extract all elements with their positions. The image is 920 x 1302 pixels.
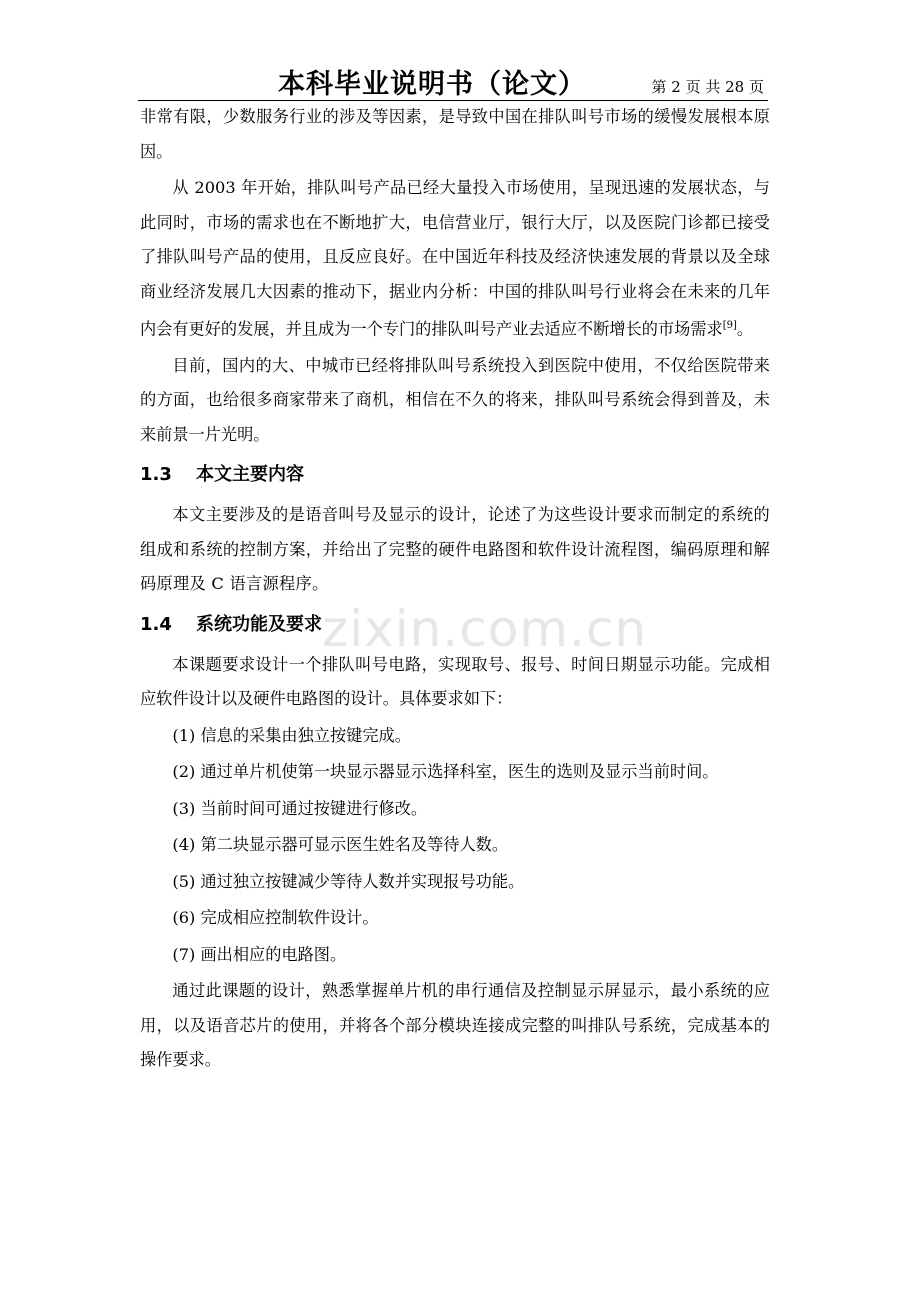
section-heading-1-4 xyxy=(140,602,770,648)
requirement-item: (3) 当前时间可通过按键进行修改。 xyxy=(172,798,428,818)
paragraph-continuation: 非常有限，少数服务行业的涉及等因素，是导致中国在排队叫号市场的缓慢发展根本原因。 xyxy=(140,107,770,161)
section-number: 1.3 xyxy=(140,464,172,486)
citation-ref: [9] xyxy=(722,320,737,331)
paragraph-hospital-use: 目前，国内的大、中城市已经将排队叫号系统投入到医院中使用，不仅给医院带来的方面，也给很多商家带来了商机，相信在不久的将来，排队叫号系统会得到普及，未来前景一片光明。 xyxy=(140,355,770,444)
requirement-item: (7) 画出相应的电路图。 xyxy=(172,944,347,964)
paragraph-market-growth-end: 。 xyxy=(736,319,754,339)
paragraph-market-growth xyxy=(140,171,770,347)
requirement-item: (2) 通过单片机使第一块显示器显示选择科室，医生的选则及显示当前时间。 xyxy=(172,762,719,782)
document-title: 本科毕业说明书（论文） xyxy=(278,69,586,100)
watermark: zixin.com.cn xyxy=(322,600,648,658)
page-header xyxy=(138,58,768,101)
paragraph-requirements-intro: 本课题要求设计一个排队叫号电路，实现取号、报号、时间日期显示功能。完成相应软件设计以及硬件电路图的设计。具体要求如下： xyxy=(140,654,770,709)
section-number: 1.4 xyxy=(140,613,172,635)
requirement-item: (4) 第二块显示器可显示医生姓名及等待人数。 xyxy=(172,835,509,855)
page-number: 第 2 页 共 28 页 xyxy=(651,78,764,96)
paragraph-conclusion: 通过此课题的设计，熟悉掌握单片机的串行通信及控制显示屏显示，最小系统的应用，以及语音芯片的使用，并将各个部分模块连接成完整的叫排队号系统，完成基本的操作要求。 xyxy=(140,981,770,1070)
requirement-item: (5) 通过独立按键减少等待人数并实现报号功能。 xyxy=(172,871,525,891)
section-title: 本文主要内容 xyxy=(196,464,304,486)
section-title: 系统功能及要求 xyxy=(196,613,322,635)
paragraph-market-growth-text: 从 2003 年开始，排队叫号产品已经大量投入市场使用，呈现迅速的发展状态，与此同时，市场的需求也在不断地扩大，电信营业厅，银行大厅，以及医院门诊都已接受了排队叫号产品的使用，且反应良好。在中国近年科技及经济快速发展的背景以及全球商业经济发展几大因素的推动下，据业内分析：中国的排队叫号行业将会在未来的几年内会有更好的发展，并且成为一个专门的排队叫号产业去适应不断增长的市场需求 xyxy=(140,178,770,339)
section-heading-1-3 xyxy=(140,452,770,498)
page-body xyxy=(140,100,770,1078)
paragraph-main-content: 本文主要涉及的是语音叫号及显示的设计，论述了为这些设计要求而制定的系统的组成和系统的控制方案，并给出了完整的硬件电路图和软件设计流程图，编码原理和解码原理及 C 语言源程序。 xyxy=(140,505,770,594)
requirement-item: (6) 完成相应控制软件设计。 xyxy=(172,908,379,928)
requirement-item: (1) 信息的采集由独立按键完成。 xyxy=(172,725,411,745)
